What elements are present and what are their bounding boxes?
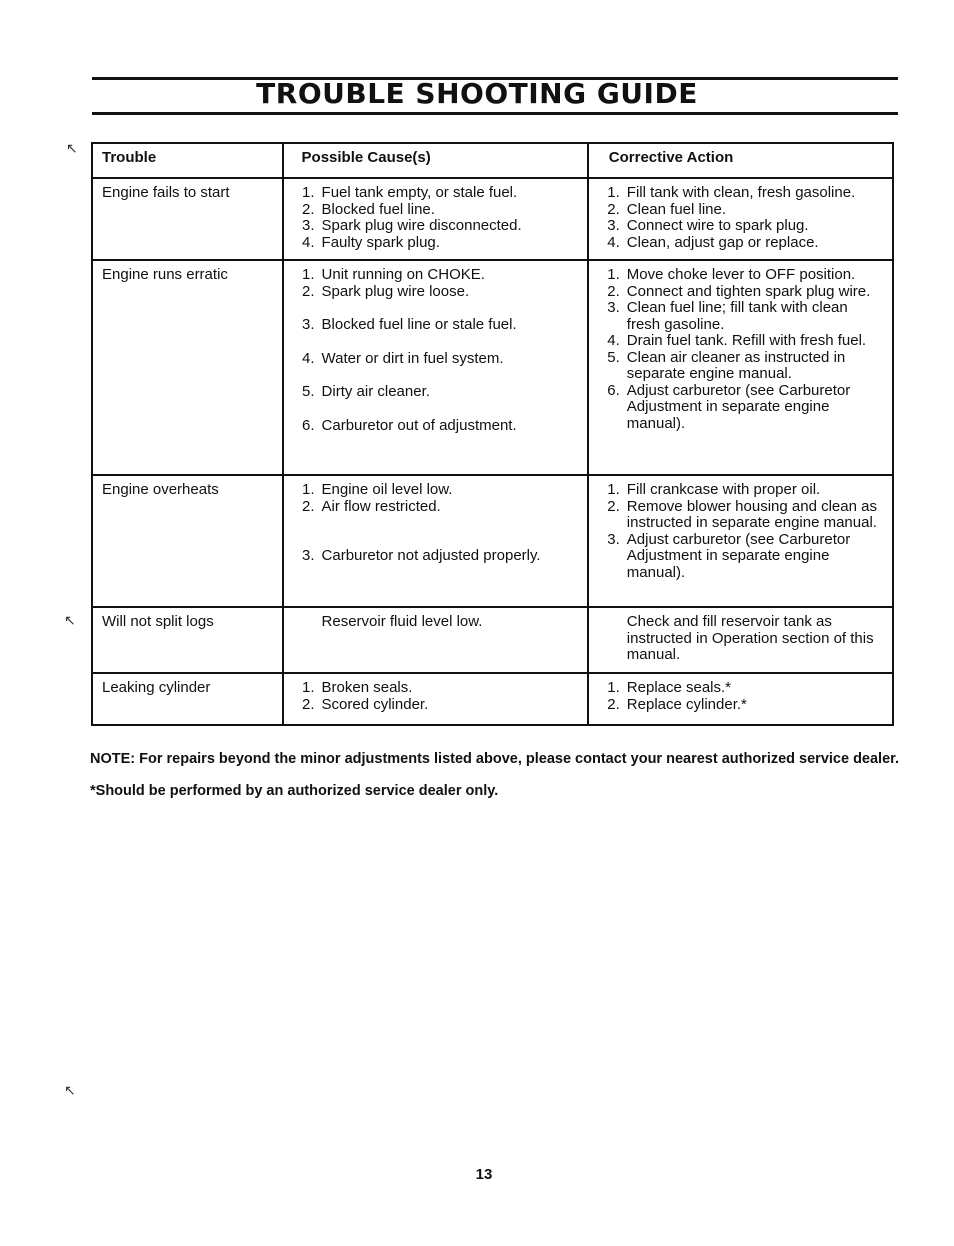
item-text: Fuel tank empty, or stale fuel. (321, 184, 518, 201)
list-item (293, 185, 578, 202)
item-text: Fill crankcase with proper oil. (626, 481, 821, 498)
item-text: Water or dirt in fuel system. (321, 349, 504, 367)
item-number: 3. (302, 217, 315, 234)
trouble-cell: Will not split logs (92, 607, 283, 673)
item-number: 4. (607, 233, 620, 251)
table-row (92, 475, 893, 607)
item-text: Connect and tighten spark plug wire. (626, 282, 871, 300)
list-item (598, 383, 883, 433)
item-text: Clean, adjust gap or replace. (626, 233, 819, 251)
causes-cell (283, 260, 588, 475)
page-title: TROUBLE SHOOTING GUIDE (256, 77, 698, 110)
trouble-cell: Leaking cylinder (92, 673, 283, 725)
item-text: Carburetor not adjusted properly. (321, 547, 541, 564)
item-number: 2. (607, 282, 620, 300)
item-text: Clean air cleaner as instructed in separate engine manual. (626, 348, 846, 382)
list-item (598, 532, 883, 582)
item-number: 3. (607, 217, 620, 234)
list-item (293, 202, 578, 219)
item-number: 1. (607, 481, 620, 498)
item-number: 2. (607, 200, 620, 218)
item-number: 4. (302, 349, 315, 367)
item-number: 5. (302, 383, 315, 400)
list-item (598, 499, 883, 532)
list-item (598, 680, 883, 697)
item-number: 5. (607, 348, 620, 366)
item-text: Scored cylinder. (321, 695, 429, 713)
trouble-cell: Engine runs erratic (92, 260, 283, 475)
list-item (598, 697, 883, 714)
item-number: 6. (302, 416, 315, 434)
list-item (293, 267, 578, 284)
item-number: 3. (302, 316, 315, 333)
list-item (293, 284, 578, 301)
item-text: Adjust carburetor (see Carburetor Adjustment in separate engine manual). (626, 381, 851, 432)
item-number: 3. (302, 547, 315, 564)
causes-cell (283, 178, 588, 260)
item-number: 1. (302, 679, 315, 696)
title-rule-bottom (92, 112, 898, 115)
item-text: Blocked fuel line or stale fuel. (321, 316, 517, 333)
item-text: Connect wire to spark plug. (626, 217, 809, 234)
item-number: 6. (607, 381, 620, 399)
scan-mark: ↖ (66, 140, 78, 156)
table-row (92, 607, 893, 673)
list-item (293, 482, 578, 499)
item-text: Carburetor out of adjustment. (321, 416, 517, 434)
service-note: NOTE: For repairs beyond the minor adjustments listed above, please contact your nearest authorized service dealer. (90, 751, 900, 767)
item-text: Engine oil level low. (321, 481, 453, 498)
list-item (293, 351, 578, 368)
item-text: Fill tank with clean, fresh gasoline. (626, 184, 856, 201)
list-item (293, 697, 578, 714)
item-number: 4. (607, 332, 620, 349)
item-text: Clean fuel line. (626, 200, 727, 218)
table-row (92, 260, 893, 475)
header-causes: Possible Cause(s) (283, 143, 588, 178)
item-text: Replace cylinder.* (626, 695, 747, 713)
item-number: 3. (607, 530, 620, 548)
item-text: Faulty spark plug. (321, 233, 440, 251)
item-text: Spark plug wire loose. (321, 282, 470, 300)
item-text: Blocked fuel line. (321, 200, 435, 218)
header-action: Corrective Action (588, 143, 893, 178)
list-item (598, 284, 883, 301)
list-item (293, 317, 578, 334)
item-text: Clean fuel line; fill tank with clean fresh gasoline. (626, 299, 848, 333)
table-header-row (92, 143, 893, 178)
item-number: 2. (302, 200, 315, 218)
item-number: 2. (607, 695, 620, 713)
list-item (293, 384, 578, 401)
dealer-footnote: *Should be performed by an authorized service dealer only. (90, 783, 499, 799)
item-text: Remove blower housing and clean as instructed in separate engine manual. (626, 497, 877, 531)
list-item (598, 185, 883, 202)
action-cell (588, 178, 893, 260)
item-number: 1. (607, 679, 620, 696)
list-item (598, 333, 883, 350)
list-item (293, 548, 578, 565)
item-text: Air flow restricted. (321, 497, 441, 515)
list-item (293, 235, 578, 252)
item-number: 2. (302, 695, 315, 713)
item-number: 1. (302, 481, 315, 498)
list-item (598, 482, 883, 499)
scan-mark: ↖ (64, 612, 76, 628)
table-row (92, 673, 893, 725)
list-item (598, 267, 883, 284)
list-item (293, 680, 578, 697)
list-item (293, 418, 578, 435)
item-text: Unit running on CHOKE. (321, 266, 485, 283)
list-item (598, 218, 883, 235)
list-item (598, 350, 883, 383)
action-cell: Check and fill reservoir tank as instructed in Operation section of this manual. (588, 607, 893, 673)
causes-cell: Reservoir fluid level low. (283, 607, 588, 673)
item-text: Dirty air cleaner. (321, 383, 430, 400)
table-row (92, 178, 893, 260)
item-text: Drain fuel tank. Refill with fresh fuel. (626, 332, 867, 349)
item-number: 3. (607, 299, 620, 316)
item-number: 1. (607, 184, 620, 201)
item-number: 2. (302, 497, 315, 515)
list-item (293, 218, 578, 235)
item-text: Adjust carburetor (see Carburetor Adjustment in separate engine manual). (626, 530, 851, 581)
trouble-cell: Engine overheats (92, 475, 283, 607)
trouble-table (91, 142, 894, 726)
causes-cell (283, 673, 588, 725)
item-text: Move choke lever to OFF position. (626, 266, 856, 283)
action-cell (588, 673, 893, 725)
list-item (598, 235, 883, 252)
item-number: 1. (302, 184, 315, 201)
item-number: 2. (302, 282, 315, 300)
item-text: Spark plug wire disconnected. (321, 217, 522, 234)
action-cell (588, 260, 893, 475)
list-item (598, 202, 883, 219)
page-number: 13 (475, 1166, 493, 1183)
scan-mark: ↖ (64, 1082, 76, 1098)
trouble-cell: Engine fails to start (92, 178, 283, 260)
item-text: Broken seals. (321, 679, 413, 696)
item-number: 1. (302, 266, 315, 283)
list-item (293, 499, 578, 516)
item-text: Replace seals.* (626, 679, 732, 696)
header-trouble: Trouble (92, 143, 283, 178)
item-number: 1. (607, 266, 620, 283)
item-number: 2. (607, 497, 620, 515)
action-cell (588, 475, 893, 607)
list-item (598, 300, 883, 333)
causes-cell (283, 475, 588, 607)
item-number: 4. (302, 233, 315, 251)
